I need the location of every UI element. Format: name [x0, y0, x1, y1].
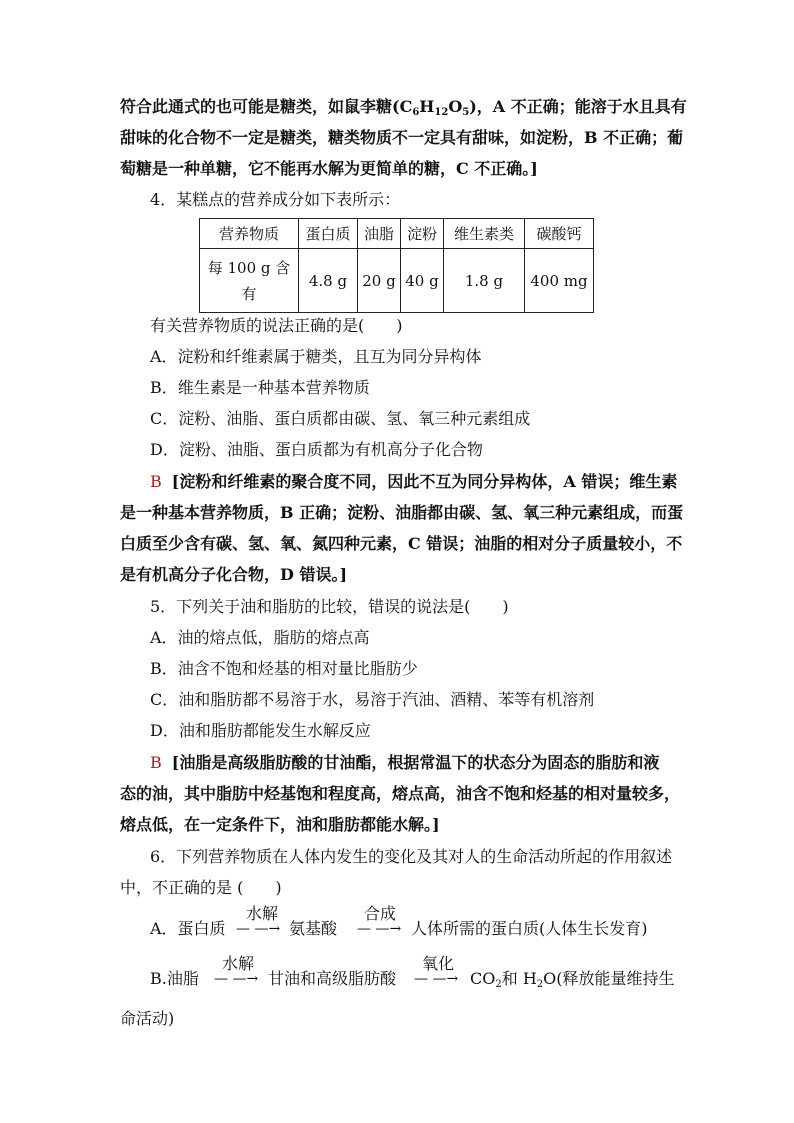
question-5-stem: 5．下列关于油和脂肪的比较，错误的说法是( ) [150, 597, 509, 616]
question-4-stem: 4．某糕点的营养成分如下表所示： [150, 190, 401, 209]
subscript: 6 [412, 107, 420, 118]
paragraph-line: 熔点低，在一定条件下，油和脂肪都能水解。] [120, 815, 440, 834]
reactant: A．蛋白质 [150, 919, 226, 938]
text: O [448, 97, 463, 116]
option-b: B．油含不饱和烃基的相对量比脂肪少 [150, 659, 418, 678]
option-d: D．淀粉、油脂、蛋白质都为有机高分子化合物 [150, 440, 483, 459]
text: O(释放能量维持生 [543, 969, 675, 988]
row-label-line: 有 [241, 284, 257, 303]
table-cell: 40 g [401, 249, 444, 313]
row-label-line: 每 100 g 含 [207, 258, 291, 277]
subscript: 2 [495, 979, 502, 990]
table-header-cell: 蛋白质 [299, 219, 358, 249]
arrow-label: 水解 [246, 904, 279, 923]
question-6-stem-cont: 中，不正确的是 ( ) [120, 878, 282, 897]
option-c: C．油和脂肪都不易溶于水，易溶于汽油、酒精、苯等有机溶剂 [150, 690, 595, 709]
arrow-label: 合成 [364, 904, 397, 923]
arrow-label: 水解 [222, 954, 255, 973]
text: [淀粉和纤维素的聚合度不同，因此不互为同分异构体，A 错误；维生素 [171, 472, 678, 491]
paragraph-line [120, 97, 687, 117]
option-b-cont: 命活动) [120, 1009, 175, 1028]
answer-letter: B [150, 753, 162, 772]
answer-letter: B [150, 472, 162, 491]
subscript: 5 [462, 107, 470, 118]
text: CO [470, 969, 496, 988]
paragraph-line: 是一种基本营养物质，B 正确；淀粉、油脂都由碳、氢、氧三种元素组成，而蛋 [120, 503, 684, 522]
question-6-stem: 6．下列营养物质在人体内发生的变化及其对人的生命活动所起的作用叙述 [150, 847, 673, 866]
table-cell: 1.8 g [444, 249, 525, 313]
text: [油脂是高级脂肪酸的甘油酯，根据常温下的状态分为固态的脂肪和液 [171, 753, 660, 772]
option-c: C．淀粉、油脂、蛋白质都由碳、氢、氧三种元素组成 [150, 409, 531, 428]
paragraph-line: 白质至少含有碳、氢、氧、氮四种元素，C 错误；油脂的相对分子质量较小，不 [120, 534, 683, 553]
product [470, 969, 675, 989]
intermediate: 甘油和高级脂肪酸 [268, 969, 397, 988]
reaction-arrow-icon: — —→ [236, 921, 281, 937]
subscript: 12 [434, 107, 449, 118]
reaction-arrow-icon: — —→ [214, 971, 259, 987]
table-row [200, 249, 594, 313]
question-4-explanation [150, 472, 677, 492]
table-header-row [200, 219, 594, 249]
reaction-arrow-icon: — —→ [414, 971, 459, 987]
intermediate: 氨基酸 [289, 919, 338, 938]
option-a: A．淀粉和纤维素属于糖类，且互为同分异构体 [150, 347, 482, 366]
table-cell: 4.8 g [299, 249, 358, 313]
table-header-cell: 淀粉 [401, 219, 444, 249]
paragraph-line: 萄糖是一种单糖，它不能再水解为更简单的糖，C 不正确。] [120, 159, 538, 178]
nutrition-table [199, 218, 594, 313]
table-cell: 400 mg [525, 249, 594, 313]
text: H [419, 97, 435, 116]
question-4-prompt: 有关营养物质的说法正确的是( ) [150, 316, 403, 335]
paragraph-line: 态的油，其中脂肪中烃基饱和程度高，熔点高，油含不饱和烃基的相对量较多， [120, 784, 681, 803]
reaction-arrow-icon: — —→ [357, 921, 402, 937]
question-5-explanation [150, 753, 659, 773]
paragraph-line: 甜味的化合物不一定是糖类，糖类物质不一定具有甜味，如淀粉，B 不正确；葡 [120, 128, 684, 147]
arrow-label: 氧化 [422, 954, 455, 973]
table-header-cell: 油脂 [358, 219, 401, 249]
subscript: 2 [536, 979, 544, 990]
reactant: B.油脂 [150, 969, 199, 988]
option-a: A．油的熔点低，脂肪的熔点高 [150, 628, 370, 647]
text: )，A 不正确；能溶于水且具有 [469, 97, 687, 116]
paragraph-line: 是有机高分子化合物，D 错误。] [120, 565, 348, 584]
text: 符合此通式的也可能是糖类，如鼠李糖(C [120, 97, 413, 116]
text: 和 H [501, 969, 537, 988]
table-cell: 20 g [358, 249, 401, 313]
table-header-cell: 碳酸钙 [525, 219, 594, 249]
option-d: D．油和脂肪都能发生水解反应 [150, 721, 371, 740]
table-header-cell: 维生素类 [444, 219, 525, 249]
option-b: B．维生素是一种基本营养物质 [150, 378, 370, 397]
table-row-label [200, 249, 299, 313]
table-header-cell: 营养物质 [200, 219, 299, 249]
product: 人体所需的蛋白质(人体生长发育) [411, 919, 648, 938]
